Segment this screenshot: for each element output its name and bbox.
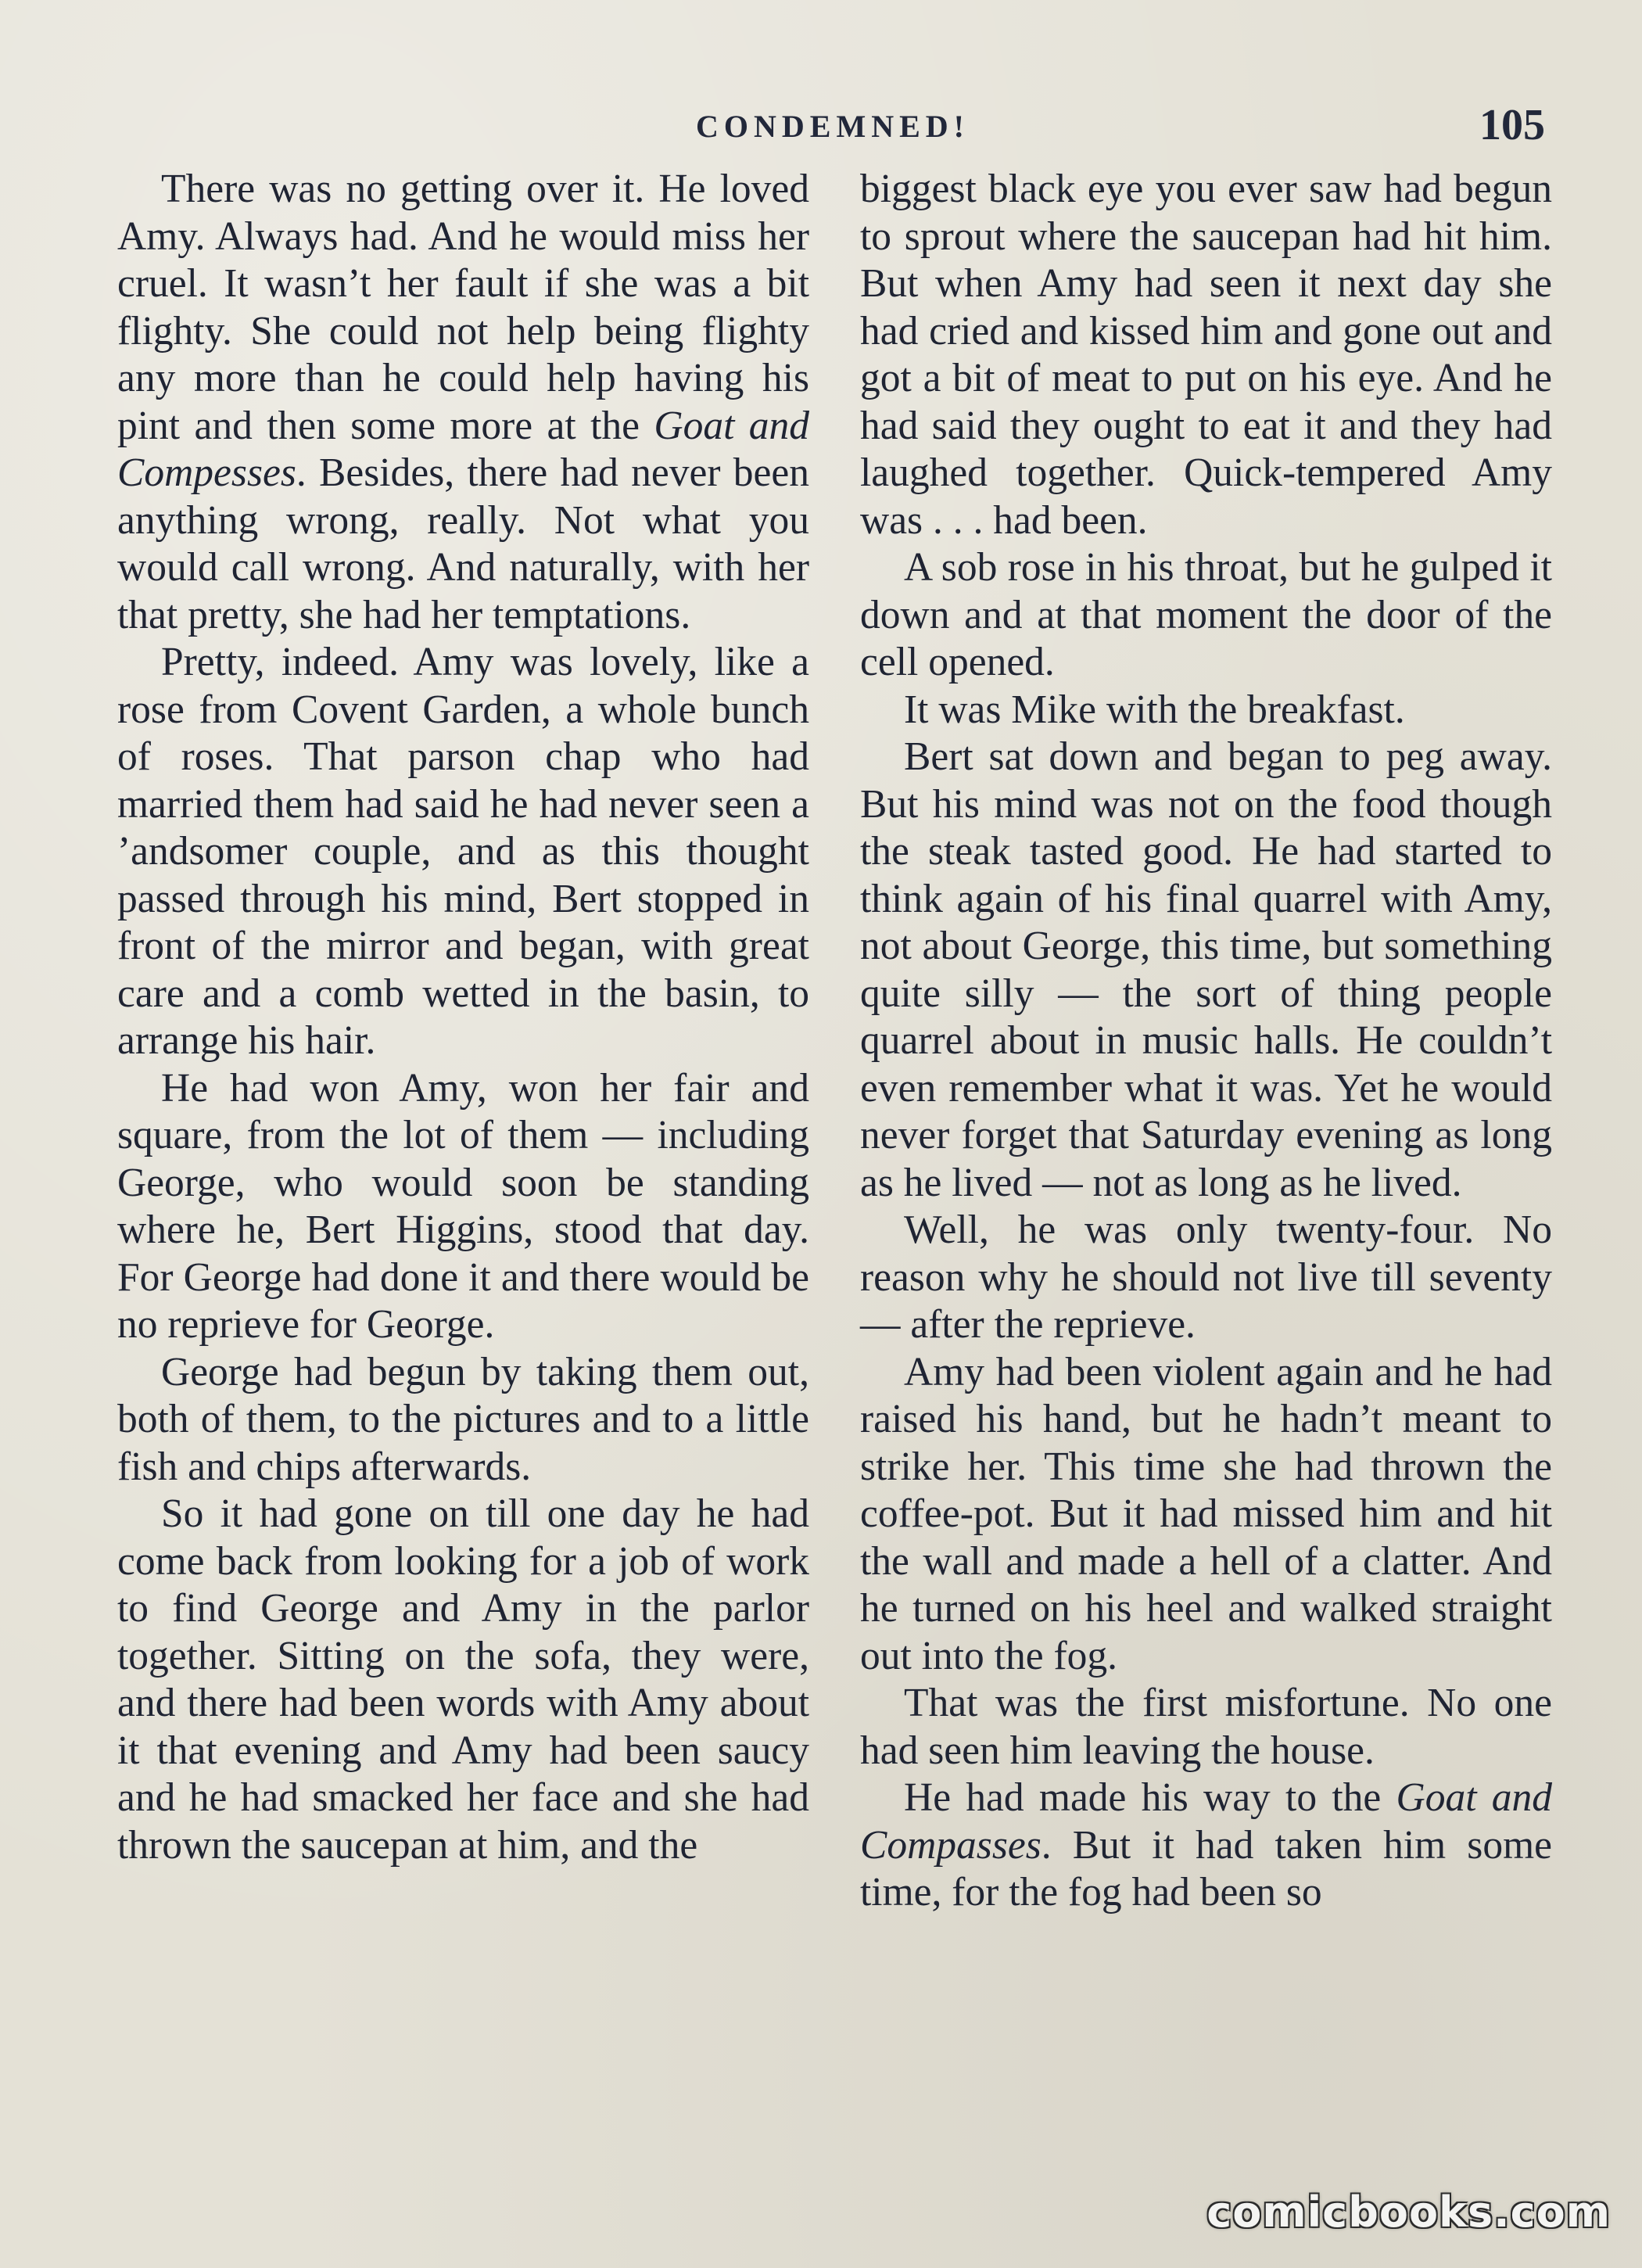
paragraph bbox=[860, 166, 1552, 544]
paragraph-text: Amy had been violent again and he had raised his hand, but he hadn’t meant to strike her. This time she had thrown the coffee-pot. But it had missed him and hit the wall and made a hell of a clatter. And he turned on his heel and walked straight out into the fog. bbox=[860, 1349, 1552, 1678]
paragraph-text: That was the first misfortune. No one had seen him leaving the house. bbox=[860, 1681, 1552, 1773]
paragraph bbox=[117, 1349, 809, 1491]
paragraph-text: Bert sat down and began to peg away. But his mind was not on the food though the steak tasted good. He had started to think again of his final quarrel with Amy, not about George, this time, but something quite silly — the sort of thing people quarrel about in music halls. He couldn’t even remember what it was. Yet he would never forget that Saturday evening as long as he lived — not as long as he lived. bbox=[860, 734, 1552, 1205]
paragraph bbox=[117, 1491, 809, 1869]
paragraph bbox=[860, 1349, 1552, 1681]
paragraph-text: He had made his way to the bbox=[904, 1775, 1396, 1820]
paragraph-text: It was Mike with the breakfast. bbox=[904, 687, 1405, 732]
paragraph bbox=[860, 734, 1552, 1207]
watermark-logo: comicbooks.com bbox=[1206, 2187, 1611, 2237]
paragraph bbox=[117, 166, 809, 639]
paragraph bbox=[860, 1207, 1552, 1349]
italic-title-text: Goat and Compesses bbox=[117, 403, 809, 495]
page-number: 105 bbox=[1479, 101, 1545, 149]
paragraph-text: biggest black eye you ever saw had begun to sprout where the saucepan had hit him. But when Amy had seen it next day she had cried and kissed him and gone out and got a bit of meat to put on his eye. And he had said they ought to eat it and they had laughed together. Quick-tempered Amy was . . . had been. bbox=[860, 167, 1552, 543]
paragraph-text: There was no getting over it. He loved Amy. Always had. And he would miss her cruel. It wasn’t her fault if she was a bit flighty. She could not help being flighty any more than he could help having his pint and then some more at the bbox=[117, 167, 809, 448]
paragraph bbox=[860, 544, 1552, 687]
paragraph bbox=[860, 687, 1552, 734]
paragraph bbox=[860, 1680, 1552, 1775]
paragraph-text: He had won Amy, won her fair and square, from the lot of them — including George, who would soon be standing where he, Bert Higgins, stood that day. For George had done it and there would be no reprieve for George. bbox=[117, 1065, 809, 1347]
paragraph-text: A sob rose in his throat, but he gulped it down and at that moment the door of the cell opened. bbox=[860, 545, 1552, 684]
paragraph-text: So it had gone on till one day he had come back from looking for a job of work to find George and Amy in the parlor together. Sitting on the sofa, they were, and there had been words with Amy about it that evening and Amy had been saucy and he had smacked her face and she had thrown the saucepan at him, and the bbox=[117, 1491, 809, 1868]
running-head: CONDEMNED! bbox=[696, 109, 970, 144]
paragraph-text: Pretty, indeed. Amy was lovely, like a rose from Covent Garden, a whole bunch of roses. That parson chap who had married them had said he had never seen a ’andsomer couple, and as this thought passed through his mind, Bert stopped in front of the mirror and began, with great care and a comb wetted in the basin, to arrange his hair. bbox=[117, 640, 809, 1063]
right-column bbox=[860, 166, 1552, 1917]
paragraph bbox=[117, 639, 809, 1065]
paragraph-text: Well, he was only twenty-four. No reason why he should not live till seventy — after the reprieve. bbox=[860, 1208, 1552, 1347]
paragraph-text: George had begun by taking them out, both of them, to the pictures and to a little fish and chips afterwards. bbox=[117, 1349, 809, 1489]
paragraph-text: . But it had taken him some time, for the fog had been so bbox=[860, 1822, 1552, 1915]
italic-title-text: Goat and Compasses bbox=[860, 1775, 1553, 1868]
paragraph-text: . Besides, there had never been anything wrong, really. Not what you would call wrong. And naturally, with her that pretty, she had her temptations. bbox=[117, 450, 809, 637]
paragraph bbox=[117, 1065, 809, 1349]
left-column bbox=[117, 166, 809, 1869]
paragraph bbox=[860, 1775, 1552, 1917]
